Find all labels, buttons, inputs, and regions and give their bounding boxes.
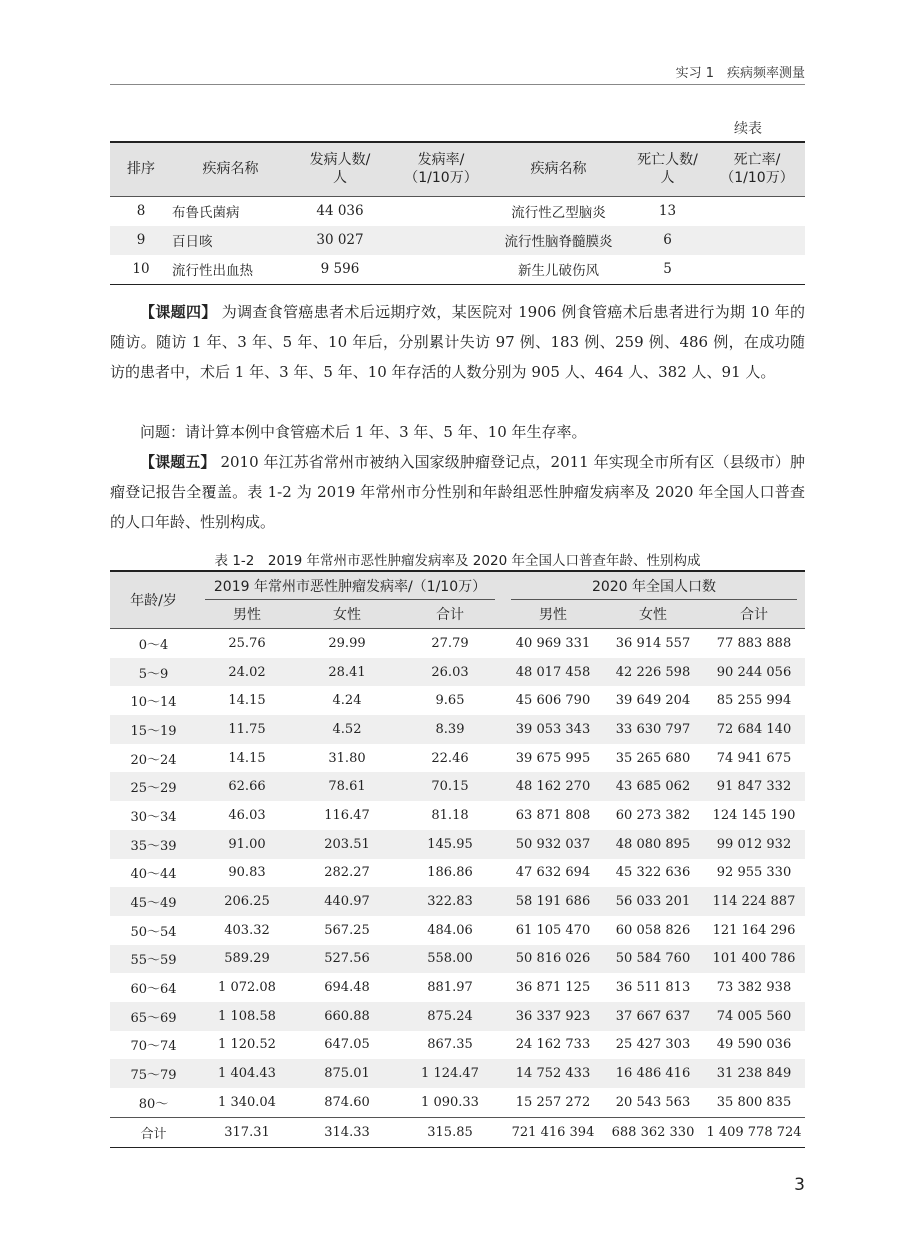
value-cell: 4.24 xyxy=(332,693,362,709)
value-cell: 124 145 190 xyxy=(712,807,796,823)
value-cell: 37 667 637 xyxy=(603,1002,703,1031)
value-cell: 49 590 036 xyxy=(716,1037,792,1053)
value-cell: 45 322 636 xyxy=(615,865,691,881)
table-row xyxy=(110,830,805,859)
total-cell: 合计 xyxy=(110,1117,197,1147)
value-cell: 567.25 xyxy=(324,922,370,938)
value-cell: 1 404.43 xyxy=(197,1059,297,1088)
topic5-tag: 【课题五】 xyxy=(140,453,216,471)
value-cell: 33 630 797 xyxy=(603,715,703,744)
table-body xyxy=(110,629,805,1118)
subheader-cell: 男性 xyxy=(197,600,297,629)
disease-table-continued xyxy=(110,141,805,285)
topic4-paragraph xyxy=(110,297,805,387)
table-row xyxy=(110,226,805,255)
value-cell: 92 955 330 xyxy=(716,865,792,881)
value-cell: 77 883 888 xyxy=(716,635,792,651)
age-group-cell: 60～64 xyxy=(130,982,177,998)
deaths-cell: 6 xyxy=(626,226,709,255)
age-group-cell: 20～24 xyxy=(130,752,177,768)
value-cell: 282.27 xyxy=(324,865,370,881)
age-group-cell: 70～74 xyxy=(130,1039,177,1055)
header-cell: 排序 xyxy=(110,142,172,196)
table-row xyxy=(110,255,805,285)
value-cell: 78.61 xyxy=(297,772,397,801)
value-cell: 48 017 458 xyxy=(503,658,603,687)
value-cell: 29.99 xyxy=(328,635,366,651)
value-cell: 4.52 xyxy=(297,715,397,744)
page-number: 3 xyxy=(794,1175,805,1195)
mortality-cell xyxy=(709,196,805,226)
rank-cell: 10 xyxy=(110,255,172,285)
value-cell: 90 244 056 xyxy=(703,658,805,687)
value-cell: 322.83 xyxy=(397,887,503,916)
value-cell: 35 265 680 xyxy=(615,750,691,766)
value-cell: 48 162 270 xyxy=(503,772,603,801)
disease-name-cell: 布鲁氏菌病 xyxy=(172,205,240,221)
value-cell: 60 273 382 xyxy=(615,807,691,823)
value-cell: 589.29 xyxy=(197,945,297,974)
value-cell: 403.32 xyxy=(224,922,270,938)
chapter-title: 实习 1 疾病频率测量 xyxy=(675,66,805,81)
incidence-group-header xyxy=(197,571,503,600)
value-cell: 74 005 560 xyxy=(703,1002,805,1031)
value-cell: 61 105 470 xyxy=(515,922,591,938)
value-cell: 527.56 xyxy=(297,945,397,974)
table-row xyxy=(110,715,805,744)
value-cell: 875.24 xyxy=(397,1002,503,1031)
value-cell: 85 255 994 xyxy=(716,693,792,709)
value-cell: 14 752 433 xyxy=(503,1059,603,1088)
value-cell: 1 090.33 xyxy=(421,1094,479,1110)
value-cell: 9.65 xyxy=(435,693,465,709)
value-cell: 31.80 xyxy=(328,750,366,766)
value-cell: 11.75 xyxy=(197,715,297,744)
value-cell: 22.46 xyxy=(431,750,469,766)
total-cell: 314.33 xyxy=(297,1117,397,1147)
value-cell: 81.18 xyxy=(431,807,469,823)
value-cell: 867.35 xyxy=(427,1037,473,1053)
header-cell: 疾病名称 xyxy=(172,142,289,196)
rank-cell: 9 xyxy=(110,226,172,255)
mortality-cell xyxy=(709,226,805,255)
age-group-cell: 10～14 xyxy=(130,695,177,711)
value-cell: 121 164 296 xyxy=(712,922,796,938)
value-cell: 16 486 416 xyxy=(603,1059,703,1088)
topic4-tag: 【课题四】 xyxy=(140,303,217,321)
topic5-paragraph xyxy=(110,447,805,537)
incidence-group-label: 2019 年常州市恶性肿瘤发病率/（1/10万） xyxy=(213,579,487,595)
value-cell: 24 162 733 xyxy=(515,1037,591,1053)
value-cell: 101 400 786 xyxy=(703,945,805,974)
value-cell: 27.79 xyxy=(431,635,469,651)
subheader-cell: 合计 xyxy=(703,600,805,629)
table-row xyxy=(110,744,805,773)
cases-cell: 9 596 xyxy=(289,255,391,285)
age-group-cell: 50～54 xyxy=(130,924,177,940)
total-cell: 317.31 xyxy=(197,1117,297,1147)
value-cell: 46.03 xyxy=(228,807,266,823)
value-cell: 26.03 xyxy=(397,658,503,687)
value-cell: 99 012 932 xyxy=(703,830,805,859)
subheader-cell: 合计 xyxy=(397,600,503,629)
table-row xyxy=(110,686,805,715)
age-group-cell: 75～79 xyxy=(110,1059,197,1088)
value-cell: 74 941 675 xyxy=(716,750,792,766)
value-cell: 660.88 xyxy=(297,1002,397,1031)
table-row xyxy=(110,859,805,888)
table-row xyxy=(110,887,805,916)
deaths-cell: 13 xyxy=(658,203,677,219)
total-row xyxy=(110,1117,805,1147)
value-cell: 1 340.04 xyxy=(218,1094,276,1110)
table-subheader-row xyxy=(110,600,805,629)
cases-cell: 44 036 xyxy=(316,203,364,219)
value-cell: 90.83 xyxy=(228,865,266,881)
cancer-incidence-table xyxy=(110,570,805,1148)
header-cell: 死亡人数/ 人 xyxy=(626,142,709,196)
value-cell: 186.86 xyxy=(427,865,473,881)
table-group-header-row xyxy=(110,571,805,600)
age-group-cell: 15～19 xyxy=(110,715,197,744)
value-cell: 48 080 895 xyxy=(603,830,703,859)
table-row xyxy=(110,1088,805,1117)
value-cell: 145.95 xyxy=(397,830,503,859)
value-cell: 70.15 xyxy=(397,772,503,801)
rank-cell: 8 xyxy=(136,203,146,219)
table-row xyxy=(110,629,805,658)
value-cell: 63 871 808 xyxy=(515,807,591,823)
value-cell: 20 543 563 xyxy=(615,1094,691,1110)
table-row xyxy=(110,1031,805,1060)
table-row xyxy=(110,973,805,1002)
value-cell: 647.05 xyxy=(324,1037,370,1053)
value-cell: 50 584 760 xyxy=(603,945,703,974)
running-header xyxy=(110,58,805,85)
value-cell: 39 675 995 xyxy=(515,750,591,766)
value-cell: 1 124.47 xyxy=(397,1059,503,1088)
age-group-cell: 45～49 xyxy=(110,887,197,916)
continued-label: 续表 xyxy=(734,121,762,137)
disease-name-cell: 新生儿破伤风 xyxy=(491,255,626,285)
table-row xyxy=(110,801,805,830)
value-cell: 440.97 xyxy=(297,887,397,916)
value-cell: 91 847 332 xyxy=(703,772,805,801)
header-cell: 发病人数/ 人 xyxy=(289,142,391,196)
table-row xyxy=(110,1059,805,1088)
topic4-text: 为调查食管癌患者术后远期疗效，某医院对 1906 例食管癌术后患者进行为期 10 年的随访。随访 1 年、3 年、5 年、10 年后，分别累计失访 97 例、183 例、259 例、486 例，在成功随访的患者中，术后 1 年、3 年、5 年、10 年存活的人数分别为 905 人、464 人、382 人、91 人。 xyxy=(110,303,805,381)
age-group-cell: 0～4 xyxy=(138,637,169,653)
value-cell: 24.02 xyxy=(197,658,297,687)
table-row xyxy=(110,772,805,801)
value-cell: 62.66 xyxy=(197,772,297,801)
age-header: 年龄/岁 xyxy=(110,571,197,629)
topic5-text: 2010 年江苏省常州市被纳入国家级肿瘤登记点，2011 年实现全市所有区（县级市）肿瘤登记报告全覆盖。表 1-2 为 2019 年常州市分性别和年龄组恶性肿瘤发病率及 2020 年全国人口普查的人口年龄、性别构成。 xyxy=(110,453,805,531)
table-row xyxy=(110,196,805,226)
value-cell: 50 932 037 xyxy=(503,830,603,859)
age-group-cell: 30～34 xyxy=(130,809,177,825)
value-cell: 42 226 598 xyxy=(603,658,703,687)
topic4-question: 问题：请计算本例中食管癌术后 1 年、3 年、5 年、10 年生存率。 xyxy=(140,423,587,441)
value-cell: 1 120.52 xyxy=(218,1037,276,1053)
table-row xyxy=(110,945,805,974)
value-cell: 28.41 xyxy=(297,658,397,687)
value-cell: 14.15 xyxy=(228,750,266,766)
value-cell: 36 511 813 xyxy=(615,980,691,996)
value-cell: 114 224 887 xyxy=(703,887,805,916)
value-cell: 72 684 140 xyxy=(703,715,805,744)
value-cell: 15 257 272 xyxy=(515,1094,591,1110)
age-group-cell: 55～59 xyxy=(110,945,197,974)
table-row xyxy=(110,916,805,945)
age-group-cell: 40～44 xyxy=(130,867,177,883)
incidence-cell xyxy=(391,196,491,226)
value-cell: 875.01 xyxy=(297,1059,397,1088)
value-cell: 35 800 835 xyxy=(716,1094,792,1110)
incidence-cell xyxy=(391,226,491,255)
mortality-cell xyxy=(709,255,805,285)
age-group-cell: 5～9 xyxy=(110,658,197,687)
subheader-cell: 男性 xyxy=(503,600,603,629)
value-cell: 50 816 026 xyxy=(503,945,603,974)
value-cell: 36 914 557 xyxy=(615,635,691,651)
value-cell: 484.06 xyxy=(427,922,473,938)
disease-name-cell: 流行性乙型脑炎 xyxy=(511,205,606,221)
value-cell: 116.47 xyxy=(324,807,370,823)
value-cell: 558.00 xyxy=(397,945,503,974)
value-cell: 39 649 204 xyxy=(615,693,691,709)
table-caption: 表 1-2 2019 年常州市恶性肿瘤发病率及 2020 年全国人口普查年龄、性别构成 xyxy=(214,553,701,569)
value-cell: 1 072.08 xyxy=(218,980,276,996)
value-cell: 31 238 849 xyxy=(703,1059,805,1088)
total-cell: 688 362 330 xyxy=(603,1117,703,1147)
value-cell: 47 632 694 xyxy=(515,865,591,881)
value-cell: 14.15 xyxy=(228,693,266,709)
value-cell: 36 337 923 xyxy=(503,1002,603,1031)
value-cell: 874.60 xyxy=(324,1094,370,1110)
header-cell: 发病率/ （1/10万） xyxy=(391,142,491,196)
total-cell: 315.85 xyxy=(397,1117,503,1147)
value-cell: 881.97 xyxy=(427,980,473,996)
table-row xyxy=(110,1002,805,1031)
total-cell: 1 409 778 724 xyxy=(703,1117,805,1147)
value-cell: 45 606 790 xyxy=(515,693,591,709)
value-cell: 58 191 686 xyxy=(503,887,603,916)
deaths-cell: 5 xyxy=(626,255,709,285)
table-header-row xyxy=(110,142,805,196)
value-cell: 206.25 xyxy=(197,887,297,916)
disease-name-cell: 流行性脑脊髓膜炎 xyxy=(491,226,626,255)
cases-cell: 30 027 xyxy=(289,226,391,255)
table-row xyxy=(110,658,805,687)
value-cell: 203.51 xyxy=(297,830,397,859)
value-cell: 25 427 303 xyxy=(615,1037,691,1053)
value-cell: 60 058 826 xyxy=(615,922,691,938)
age-group-cell: 65～69 xyxy=(110,1002,197,1031)
population-group-label: 2020 年全国人口数 xyxy=(591,579,717,595)
value-cell: 25.76 xyxy=(228,635,266,651)
incidence-cell xyxy=(391,255,491,285)
value-cell: 43 685 062 xyxy=(603,772,703,801)
total-cell: 721 416 394 xyxy=(503,1117,603,1147)
disease-name-cell: 百日咳 xyxy=(172,226,289,255)
disease-name-cell: 流行性出血热 xyxy=(172,255,289,285)
header-cell: 疾病名称 xyxy=(491,142,626,196)
value-cell: 39 053 343 xyxy=(503,715,603,744)
value-cell: 36 871 125 xyxy=(515,980,591,996)
age-group-cell: 35～39 xyxy=(110,830,197,859)
header-cell: 死亡率/ （1/10万） xyxy=(709,142,805,196)
value-cell: 40 969 331 xyxy=(515,635,591,651)
population-group-header xyxy=(503,571,805,600)
value-cell: 1 108.58 xyxy=(197,1002,297,1031)
age-group-cell: 25～29 xyxy=(110,772,197,801)
value-cell: 73 382 938 xyxy=(716,980,792,996)
value-cell: 694.48 xyxy=(324,980,370,996)
subheader-cell: 女性 xyxy=(297,600,397,629)
value-cell: 91.00 xyxy=(197,830,297,859)
age-group-cell: 80～ xyxy=(138,1096,169,1112)
value-cell: 56 033 201 xyxy=(603,887,703,916)
subheader-cell: 女性 xyxy=(603,600,703,629)
value-cell: 8.39 xyxy=(397,715,503,744)
